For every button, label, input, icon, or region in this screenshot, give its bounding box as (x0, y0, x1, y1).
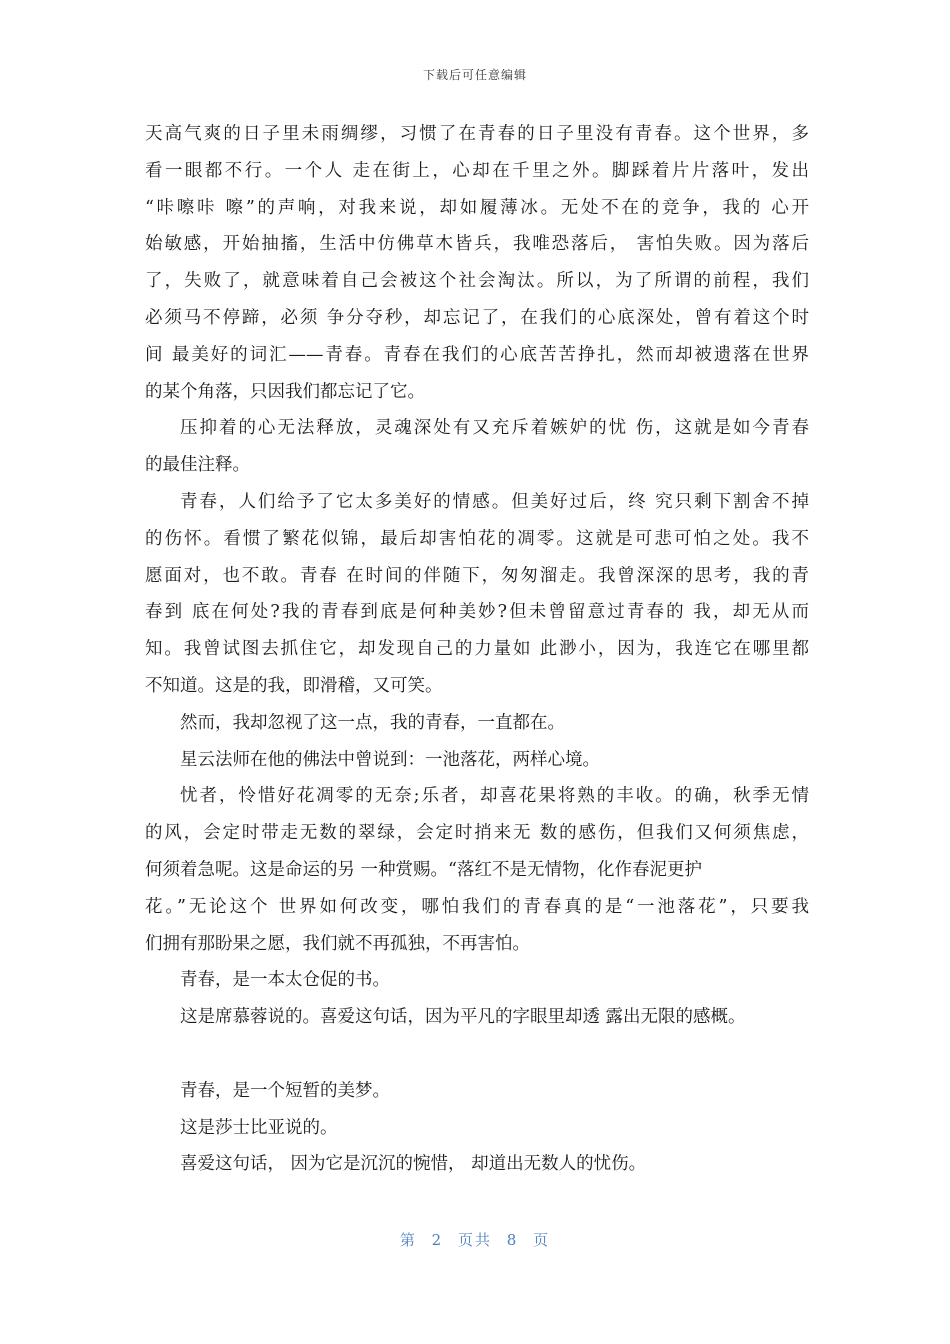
paragraph-first-line: 这是席慕蓉说的。喜爱这句话，因为平凡的字眼里却透 露出无限的感概。 (180, 1007, 746, 1028)
paragraph-first-line: 忧者，怜惜好花凋零的无奈;乐者，却喜花果将熟的丰收。的确，秋季无情 (180, 786, 809, 807)
text-line: 的风，会定时带走无数的翠绿，会定时捎来无 数的感伤，但我们又何须焦虑， (145, 823, 809, 844)
page-number-footer: 第 2 页共 8 页 (399, 1231, 551, 1249)
text-line: 看一眼都不行。一个人 走在街上，心却在千里之外。脚踩着片片落叶，发出 (145, 160, 809, 181)
document-body (145, 116, 809, 1183)
text-line: 的伤怀。看惯了繁花似锦，最后却害怕花的凋零。这就是可悲可怕之处。我不 (145, 528, 809, 549)
text-line: 的最佳注释。 (145, 455, 250, 476)
text-line: 始敏感，开始抽搐，生活中仿佛草木皆兵，我唯恐落后， 害怕失败。因为落后 (145, 234, 809, 255)
text-line: 的某个角落，只因我们都忘记了它。 (145, 381, 425, 402)
page-header: 下载后可任意编辑 (422, 68, 527, 82)
paragraph-first-line: 然而，我却忽视了这一点，我的青春，一直都在。 (180, 712, 565, 733)
paragraph-first-line: 星云法师在他的佛法中曾说到：一池落花，两样心境。 (180, 749, 600, 770)
text-line: 何须着急呢。这是命运的另 一种赏赐。“落红不是无情物，化作春泥更护 (145, 859, 703, 880)
text-line: “咔嚓咔 嚓”的声响，对我来说，却如履薄冰。无处不在的竞争，我的 心开 (145, 197, 809, 218)
paragraph-first-line: 喜爱这句话， 因为它是沉沉的惋惜， 却道出无数人的忧伤。 (180, 1154, 647, 1175)
paragraph-first-line: 青春，是一本太仓促的书。 (180, 970, 390, 991)
text-line: 知。我曾试图去抓住它，却发现自己的力量如 此渺小，因为，我连它在哪里都 (145, 639, 809, 660)
blank-line (145, 1036, 809, 1073)
text-line: 了，失败了，就意味着自己会被这个社会淘汰。所以，为了所谓的前程，我们 (145, 271, 809, 292)
paragraph-first-line: 青春，是一个短暂的美梦。 (180, 1080, 390, 1101)
text-line: 必须马不停蹄，必须 争分夺秒，却忘记了，在我们的心底深处，曾有着这个时 (145, 307, 809, 328)
text-line: 愿面对，也不敢。青春 在时间的伴随下，匆匆溜走。我曾深深的思考，我的青 (145, 565, 809, 586)
text-line: 天高气爽的日子里未雨绸缪，习惯了在青春的日子里没有青春。这个世界，多 (145, 124, 809, 144)
text-line: 花。”无论这个 世界如何改变，哪怕我们的青春真的是“一池落花”，只要我 (145, 896, 809, 917)
paragraph-first-line: 青春，人们给予了它太多美好的情感。但美好过后，终 究只剩下割舍不掉 (180, 491, 809, 512)
text-line: 春到 底在何处?我的青春到底是何种美妙?但未曾留意过青春的 我，却无从而 (145, 602, 809, 623)
text-line: 们拥有那盼果之愿，我们就不再孤独，不再害怕。 (145, 933, 530, 954)
paragraph-first-line: 这是莎士比亚说的。 (180, 1117, 338, 1138)
text-line: 间 最美好的词汇——青春。青春在我们的心底苦苦挣扎，然而却被遗落在世界 (145, 344, 809, 365)
text-line: 不知道。这是的我，即滑稽，又可笑。 (145, 675, 443, 696)
paragraph-first-line: 压抑着的心无法释放，灵魂深处有又充斥着嫉妒的忧 伤，这就是如今青春 (180, 418, 809, 439)
